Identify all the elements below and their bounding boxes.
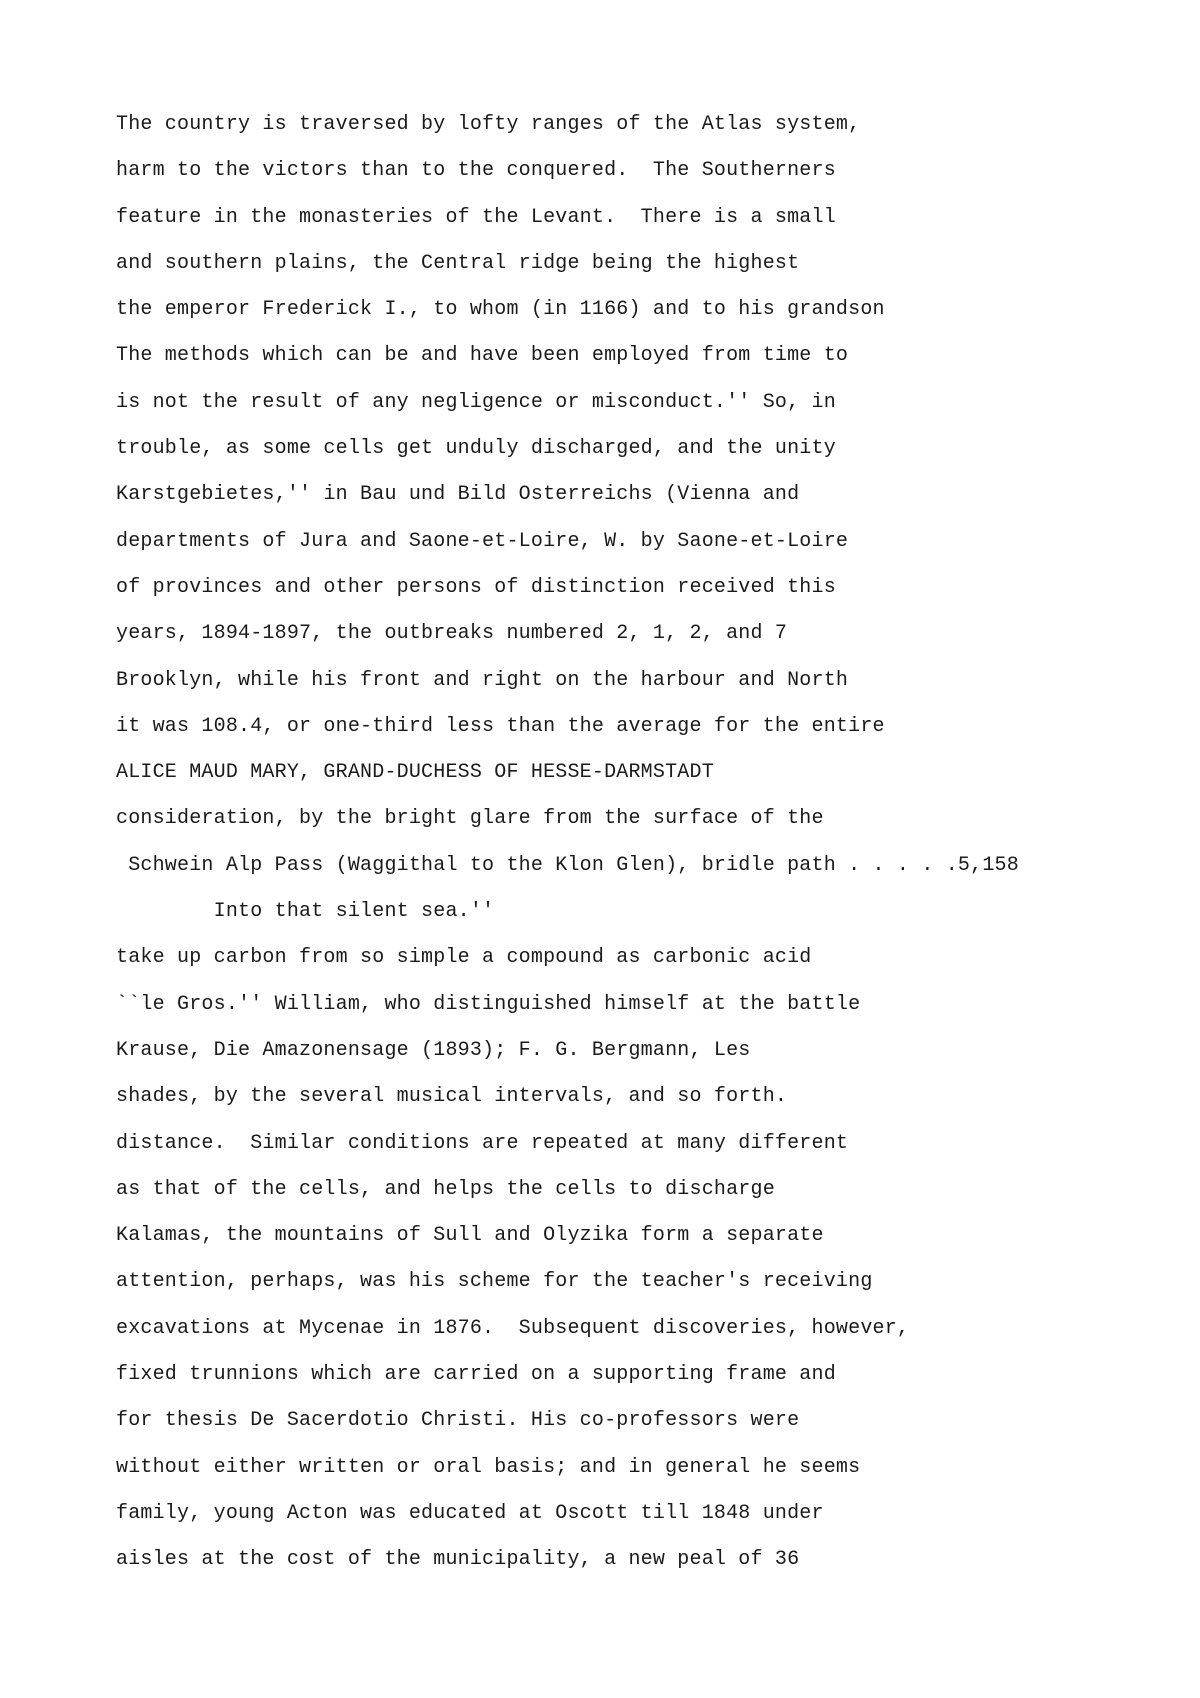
text-line: without either written or oral basis; and in general he seems [116, 1455, 861, 1479]
text-line: shades, by the several musical intervals, and so forth. [116, 1085, 788, 1109]
text-line: attention, perhaps, was his scheme for the teacher's receiving [116, 1270, 873, 1294]
text-line: for thesis De Sacerdotio Christi. His co-professors were [116, 1409, 800, 1433]
text-line: The methods which can be and have been employed from time to [116, 344, 849, 368]
text-line: the emperor Frederick I., to whom (in 1166) and to his grandson [116, 298, 885, 322]
text-line: The country is traversed by lofty ranges of the Atlas system, [116, 113, 861, 136]
text-line: and southern plains, the Central ridge being the highest [116, 251, 800, 275]
text-line: Schwein Alp Pass (Waggithal to the Klon Glen), bridle path . . . . .5,158 [116, 853, 1019, 877]
text-line: aisles at the cost of the municipality, a new peal of 36 [116, 1548, 800, 1572]
text-line: it was 108.4, or one-third less than the average for the entire [116, 714, 885, 738]
text-line: departments of Jura and Saone-et-Loire, W. by Saone-et-Loire [116, 529, 849, 553]
text-line: as that of the cells, and helps the cells to discharge [116, 1177, 775, 1201]
text-line: of provinces and other persons of distinction received this [116, 575, 836, 599]
text-line: years, 1894-1897, the outbreaks numbered 2, 1, 2, and 7 [116, 622, 788, 646]
text-line: harm to the victors than to the conquered. The Southerners [116, 159, 836, 183]
text-line: Brooklyn, while his front and right on the harbour and North [116, 668, 849, 692]
text-line: Kalamas, the mountains of Sull and Olyzika form a separate [116, 1224, 824, 1248]
text-line: Krause, Die Amazonensage (1893); F. G. Bergmann, Les [116, 1038, 751, 1062]
text-line: feature in the monasteries of the Levant. There is a small [116, 205, 836, 229]
text-body [116, 112, 1116, 1594]
text-line: is not the result of any negligence or misconduct.'' So, in [116, 390, 836, 414]
text-line: distance. Similar conditions are repeated at many different [116, 1131, 849, 1155]
text-line: Karstgebietes,'' in Bau und Bild Osterreichs (Vienna and [116, 483, 800, 507]
text-line: ``le Gros.'' William, who distinguished himself at the battle [116, 992, 861, 1016]
text-line: fixed trunnions which are carried on a supporting frame and [116, 1363, 836, 1387]
text-line: family, young Acton was educated at Oscott till 1848 under [116, 1501, 824, 1525]
text-line: excavations at Mycenae in 1876. Subsequent discoveries, however, [116, 1316, 910, 1340]
text-line: take up carbon from so simple a compound as carbonic acid [116, 946, 812, 970]
text-line: trouble, as some cells get unduly discharged, and the unity [116, 437, 836, 461]
text-line: ALICE MAUD MARY, GRAND-DUCHESS OF HESSE-DARMSTADT [116, 761, 714, 785]
text-line: consideration, by the bright glare from the surface of the [116, 807, 824, 831]
text-line: Into that silent sea.'' [116, 900, 495, 924]
